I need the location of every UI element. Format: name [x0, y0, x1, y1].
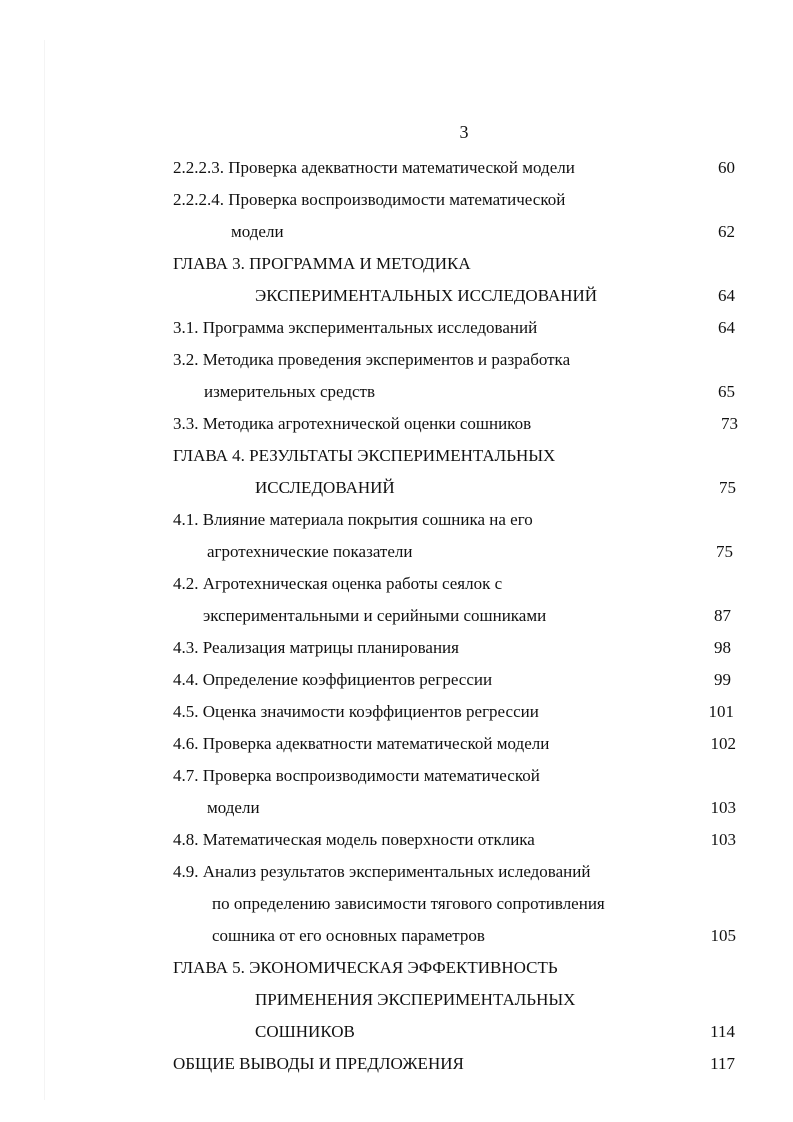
- toc-page-number: 101: [708, 702, 734, 721]
- toc-entry-4-9-cont: сошника от его основных параметров: [212, 926, 485, 945]
- toc-entry-3-3: 3.3. Методика агротехнической оценки сошников: [173, 414, 532, 433]
- toc-chapter-4-cont: ИССЛЕДОВАНИЙ: [255, 478, 395, 497]
- toc-entry-4-1-cont: агротехнические показатели: [207, 542, 413, 561]
- toc-entry-3-2-cont: измерительных средств: [204, 382, 375, 401]
- toc-entry-4-9: 4.9. Анализ результатов экспериментальных иследований: [173, 862, 591, 881]
- toc-entry-4-5: 4.5. Оценка значимости коэффициентов регрессии: [173, 702, 539, 721]
- toc-entry-3-1: 3.1. Программа экспериментальных исследований: [173, 318, 538, 337]
- toc-page-number: 75: [719, 478, 736, 497]
- toc-page-number: 114: [710, 1022, 735, 1041]
- toc-entry-4-2-cont: экспериментальными и серийными сошниками: [203, 606, 547, 625]
- toc-entry-4-6: 4.6. Проверка адекватности математической модели: [173, 734, 550, 753]
- toc-page-number: 62: [718, 222, 735, 241]
- toc-page-number: 75: [716, 542, 733, 561]
- toc-entry-4-2: 4.2. Агротехническая оценка работы сеялок с: [173, 574, 503, 593]
- toc-page-number: 73: [721, 414, 738, 433]
- toc-entry-2-2-2-4-cont: модели: [231, 222, 284, 241]
- toc-entry-4-8: 4.8. Математическая модель поверхности отклика: [173, 830, 535, 849]
- toc-entry-2-2-2-3: 2.2.2.3. Проверка адекватности математической модели: [173, 158, 575, 177]
- toc-entry-4-7-cont: модели: [207, 798, 260, 817]
- toc-entry-4-9-cont: по определению зависимости тягового сопротивления: [212, 894, 605, 913]
- page-number: 3: [459, 122, 469, 142]
- toc-entry-4-7: 4.7. Проверка воспроизводимости математической: [173, 766, 540, 785]
- toc-chapter-3-cont: ЭКСПЕРИМЕНТАЛЬНЫХ ИССЛЕДОВАНИЙ: [255, 286, 598, 305]
- toc-entry-4-3: 4.3. Реализация матрицы планирования: [173, 638, 459, 657]
- toc-page-number: 103: [710, 830, 736, 849]
- toc-page-number: 60: [718, 158, 735, 177]
- toc-entry-2-2-2-4: 2.2.2.4. Проверка воспроизводимости математической: [173, 190, 566, 209]
- toc-entry-4-1: 4.1. Влияние материала покрытия сошника на его: [173, 510, 533, 529]
- toc-chapter-4: ГЛАВА 4. РЕЗУЛЬТАТЫ ЭКСПЕРИМЕНТАЛЬНЫХ: [173, 446, 556, 465]
- toc-page-number: 64: [718, 286, 735, 305]
- toc-page-number: 103: [710, 798, 736, 817]
- toc-page-number: 87: [714, 606, 731, 625]
- toc-conclusions: ОБЩИЕ ВЫВОДЫ И ПРЕДЛОЖЕНИЯ: [173, 1054, 464, 1073]
- toc-page-number: 117: [710, 1054, 735, 1073]
- toc-entry-4-4: 4.4. Определение коэффициентов регрессии: [173, 670, 493, 689]
- toc-chapter-5-cont: СОШНИКОВ: [255, 1022, 355, 1041]
- toc-page-number: 65: [718, 382, 735, 401]
- toc-page-number: 102: [710, 734, 736, 753]
- scan-edge: [44, 40, 45, 1100]
- toc-chapter-3: ГЛАВА 3. ПРОГРАММА И МЕТОДИКА: [173, 254, 471, 273]
- toc-chapter-5-cont: ПРИМЕНЕНИЯ ЭКСПЕРИМЕНТАЛЬНЫХ: [255, 990, 576, 1009]
- toc-entry-3-2: 3.2. Методика проведения экспериментов и разработка: [173, 350, 571, 369]
- toc-chapter-5: ГЛАВА 5. ЭКОНОМИЧЕСКАЯ ЭФФЕКТИВНОСТЬ: [173, 958, 558, 977]
- toc-page-number: 98: [714, 638, 731, 657]
- toc-page-number: 64: [718, 318, 735, 337]
- toc-page-number: 105: [710, 926, 736, 945]
- toc-page-number: 99: [714, 670, 731, 689]
